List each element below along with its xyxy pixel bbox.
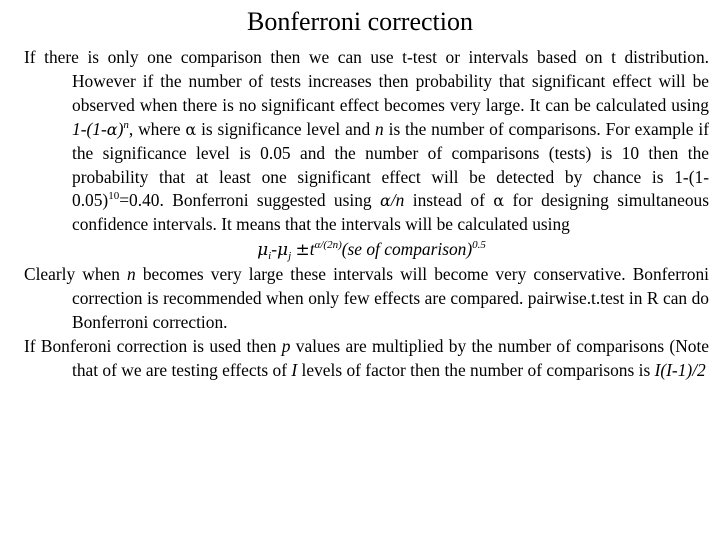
error-rate-expression: $1-(1-\alpha)^n$ <box>72 118 129 139</box>
n-variable: n <box>375 118 384 139</box>
interval-formula: $\mu_i-\mu_j \pm t^{\alpha/(2n)}(se$ of comparison)$^{0.5}$ <box>257 239 486 263</box>
text-run: levels of factor then the number of comparisons is <box>297 359 655 380</box>
text-run: is the number of comparisons. For example if the significance level is 0.05 and the number of comparisons (tests) is 10 then the probability that at least one significant effect will be detected by chance is 1-(1-0.05) <box>72 118 709 211</box>
text-run: If Bonferoni correction is used then <box>24 335 282 356</box>
text-run: becomes very large these intervals will become very conservative. Bonferroni correction is recommended when only few effects are compared. pairwise.t.test in R can do Bonferroni correction. <box>72 264 709 333</box>
text-run: If there is only one comparison then we can use t-test or intervals based on t distribution. However if the number of tests increases then probability that significant effect will be observed when there is no significant effect becomes very large. It can be calculated using <box>24 47 709 115</box>
comparisons-expression: I(I-1)/2 <box>654 359 706 380</box>
text-run: is significance level and <box>196 118 376 139</box>
alpha-symbol: α <box>185 119 197 139</box>
text-run: instead of <box>404 190 494 211</box>
text-run: , where <box>128 118 186 139</box>
paragraph-multiple-comparisons <box>24 46 709 237</box>
paragraph-conservative <box>24 263 709 335</box>
p-variable: p <box>281 335 291 356</box>
text-run: =0.40. Bonferroni suggested using <box>119 190 380 211</box>
exponent: 10 <box>108 190 120 203</box>
slide-body <box>24 46 709 383</box>
text-run: for designing simultaneous confidence intervals. It means that the intervals will be calculated using <box>72 190 709 235</box>
i-variable: I <box>291 359 298 380</box>
text-run: values are multiplied by the number of comparisons (Note that of we are testing effects of <box>72 335 709 380</box>
alpha-symbol: α <box>493 191 505 211</box>
n-variable: n <box>127 264 136 285</box>
text-run: Clearly when <box>24 264 128 285</box>
paragraph-p-values <box>24 335 709 383</box>
alpha-over-n: α/n <box>380 190 405 211</box>
slide-title: Bonferroni correction <box>247 7 473 36</box>
